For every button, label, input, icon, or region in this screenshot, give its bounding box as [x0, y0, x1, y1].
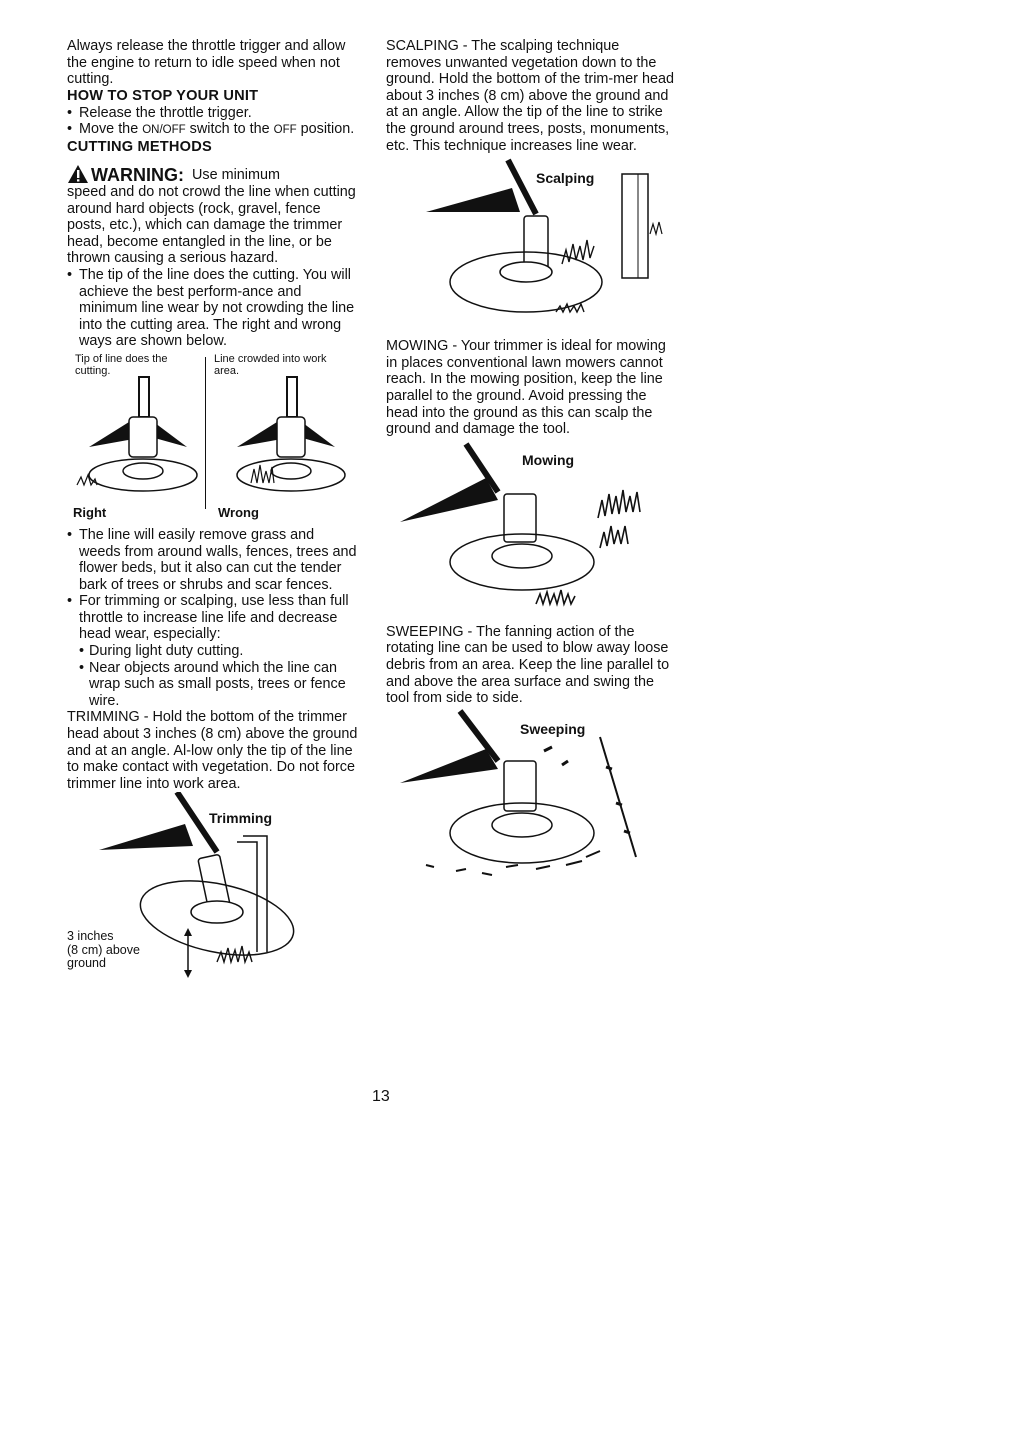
mowing-label: Mowing [522, 451, 575, 468]
mowing-illustration [386, 438, 676, 614]
sweeping-figure [386, 707, 676, 897]
warning-triangle-icon [67, 164, 89, 184]
scalping-text: SCALPING - The scalping technique removes unwanted vegetation down to the ground. Hold the bottom of the trim-mer head about 3 inches (8 cm) above the ground and at an angle. Allow the tip of the line to strike the ground around trees, posts, monuments, etc. This technique increases line wear. [386, 38, 674, 154]
stop-heading: HOW TO STOP YOUR UNIT [67, 87, 259, 104]
warning-text: speed and do not crowd the line when cutting around hard objects (rock, gravel, fence posts, etc.), which can damage the trimmer head, become entangled in the line, or be thrown causing a serious hazard. [67, 183, 356, 267]
trimmer-wrong-illustration [215, 367, 350, 495]
sweeping-label: Sweeping [520, 720, 586, 737]
mowing-text: MOWING - Your trimmer is ideal for mowing in places conventional lawn mowers cannot reach. In the mowing position, keep the line parallel to the ground. Avoid pressing the head into the ground as this can scalp the ground and damage the tool. [386, 338, 666, 438]
warning-heading: WARNING: Use minimum [67, 164, 359, 184]
trimming-label: Trimming [209, 810, 273, 827]
right-column [386, 38, 676, 897]
page-number: 13 [372, 1088, 390, 1105]
intro-text: Always release the throttle trigger and allow the engine to return to idle speed when not cutting. [67, 38, 346, 88]
sweeping-text: SWEEPING - The fanning action of the rotating line can be used to blow away loose debris from an area. Keep the line parallel to and above the area surface and swing the tool from side to side. [386, 623, 670, 707]
caption-right: Tip of line does the cutting. [75, 352, 168, 377]
scalping-label: Scalping [536, 170, 595, 187]
scalping-figure [386, 154, 676, 324]
mowing-figure [386, 438, 676, 614]
trimming-figure [67, 792, 359, 982]
scalping-illustration [386, 154, 676, 324]
label-right: Right [73, 504, 107, 520]
trimming-height-note: 3 inches (8 cm) above ground [67, 929, 140, 971]
trimmer-right-illustration [67, 367, 202, 495]
label-wrong: Wrong [218, 504, 259, 520]
caption-wrong: Line crowded into work area. [214, 352, 327, 377]
sub-bullet-near-objects: • Near objects around which the line can wrap such as small posts, trees or fence wire. [67, 660, 359, 710]
sweeping-illustration [386, 707, 676, 897]
left-column [67, 38, 359, 982]
stop-step-1: • Release the throttle trigger. [67, 105, 359, 122]
bullet-tip-of-line: • The tip of the line does the cutting. You will achieve the best perform-ance and minimum line wear by not crowding the line into the cutting area. The right and wrong ways are shown below. [67, 267, 359, 350]
methods-heading: CUTTING METHODS [67, 138, 212, 155]
trimming-text: TRIMMING - Hold the bottom of the trimmer head about 3 inches (8 cm) above the ground and at an angle. Al-low only the tip of the line to make contact with vegetation. Do not force trimmer line into work area. [67, 709, 358, 792]
sub-bullet-light-duty: • During light duty cutting. [67, 643, 359, 660]
figure-divider [205, 357, 206, 509]
right-wrong-figure [67, 353, 359, 523]
stop-step-2: • Move the ON/OFF switch to the OFF position. [67, 121, 359, 139]
bullet-grass: • The line will easily remove grass and weeds from around walls, fences, trees and flower beds, but it also can cut the tender bark of trees or shrubs and scar fences. [67, 527, 359, 593]
bullet-throttle: • For trimming or scalping, use less than full throttle to increase line life and decrease head wear, especially: [67, 593, 359, 643]
